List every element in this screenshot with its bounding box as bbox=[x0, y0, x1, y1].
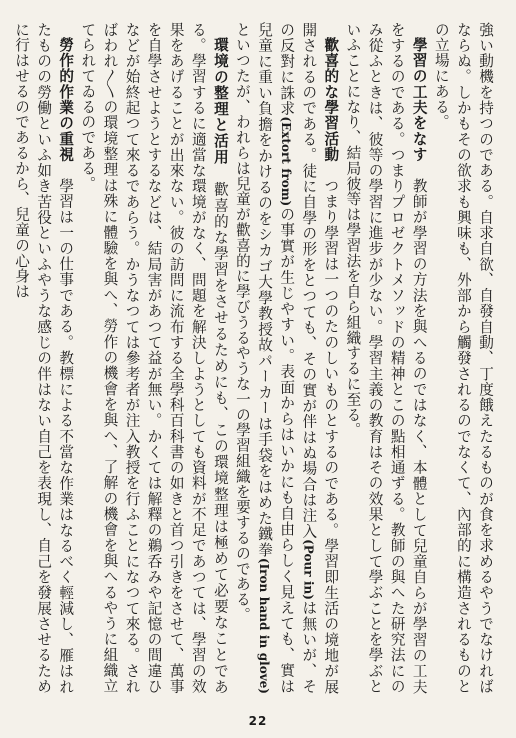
paragraph bbox=[231, 22, 341, 694]
paragraph-text: は無いが、その反對に誅求 bbox=[278, 22, 318, 694]
paragraph-text: 學習は一の仕事である。教標による不當な作業はなるべく輕減し、雁はれたものの勞働といふ如き苦役といふやうな感じの伴はない自己を表現し、自己を發展させるために行はせるのであるから、兒童の心身は bbox=[13, 22, 75, 695]
paragraph bbox=[10, 22, 76, 694]
paragraph-text: 教師が學習の方法を與へるのではなく、本體として兒童自らが學習の工夫をするのである。つまりプロゼクトメソッドの精神とこの點相通ずる。教師の與へた研究法にのみ從ふときは、彼等の學習に進步が少ない。學習主義の教育はその效果として學ぶことを學ぶといふことになり、結局彼等は學習法を自ら組織するに至る。 bbox=[344, 22, 428, 695]
paragraph-text: 強い動機を持つのである。自求自欲、自發自動、丁度餓えたるものが食を求めるやうでなければならぬ。しかもその欲求も興味も、外部から觸發されるのでなくて、內部的に構造されるものとの立場にある。 bbox=[432, 22, 494, 694]
body-text bbox=[13, 22, 496, 695]
page-number: 22 bbox=[248, 714, 268, 728]
section-heading: 環境の整理と活用 bbox=[211, 36, 229, 165]
paragraph-text: 歡喜的な學習をさせるためにも、この環境整理は極めて必要なことである。學習するに適當な環境がなく、問題を解決しようとしても資料が不足であつては、學習の效果をあげることが出來ない。彼の訪問に流布する全學科百科書の如きと首つ引きをさせて、萬事を自學させようとするなどは、結局害があつて益が無い。かくては解釋の鵜呑みや記憶の間違ひなどが始終起つて來るであらう。かうなつては參考者が注入教授を行ふことになつて來る。さればわれ〳〵の環境整理は殊に體驗を與へ、勞作の機會を與へ、了解の機會を與へるやうに組織立てられてゐるのである。 bbox=[79, 22, 229, 694]
paragraph bbox=[341, 22, 429, 694]
section-heading: 學習の工夫をなす bbox=[410, 36, 428, 162]
latin-term: (Iron hand in glove) bbox=[257, 557, 272, 694]
paragraph bbox=[76, 22, 231, 694]
latin-term: (Pour in) bbox=[301, 539, 316, 600]
paragraph-text: といつたが、われらは兒童が歡喜的に學びうるやうな一の學習組織を要するのである。 bbox=[233, 22, 251, 623]
paragraph bbox=[430, 22, 496, 694]
section-heading: 歡喜的な學習活動 bbox=[322, 36, 340, 162]
paragraph-text: つまり學習は一つのたのしいものとするのである。學習即生活の境地が展開されるのである。徒に自學の形をとつても、その實が伴はぬ場合は注入 bbox=[300, 22, 340, 695]
paragraph-text: の事實が生じやすい。表面からはいかにも自由らしく見えても、實は兒童に重い負擔をかけるのをシカゴ大學教授故パーカーは手袋をはめた鐵拳 bbox=[256, 22, 296, 695]
section-heading: 勞作的作業の重視 bbox=[57, 36, 75, 162]
latin-term: (Extort from) bbox=[279, 116, 294, 207]
